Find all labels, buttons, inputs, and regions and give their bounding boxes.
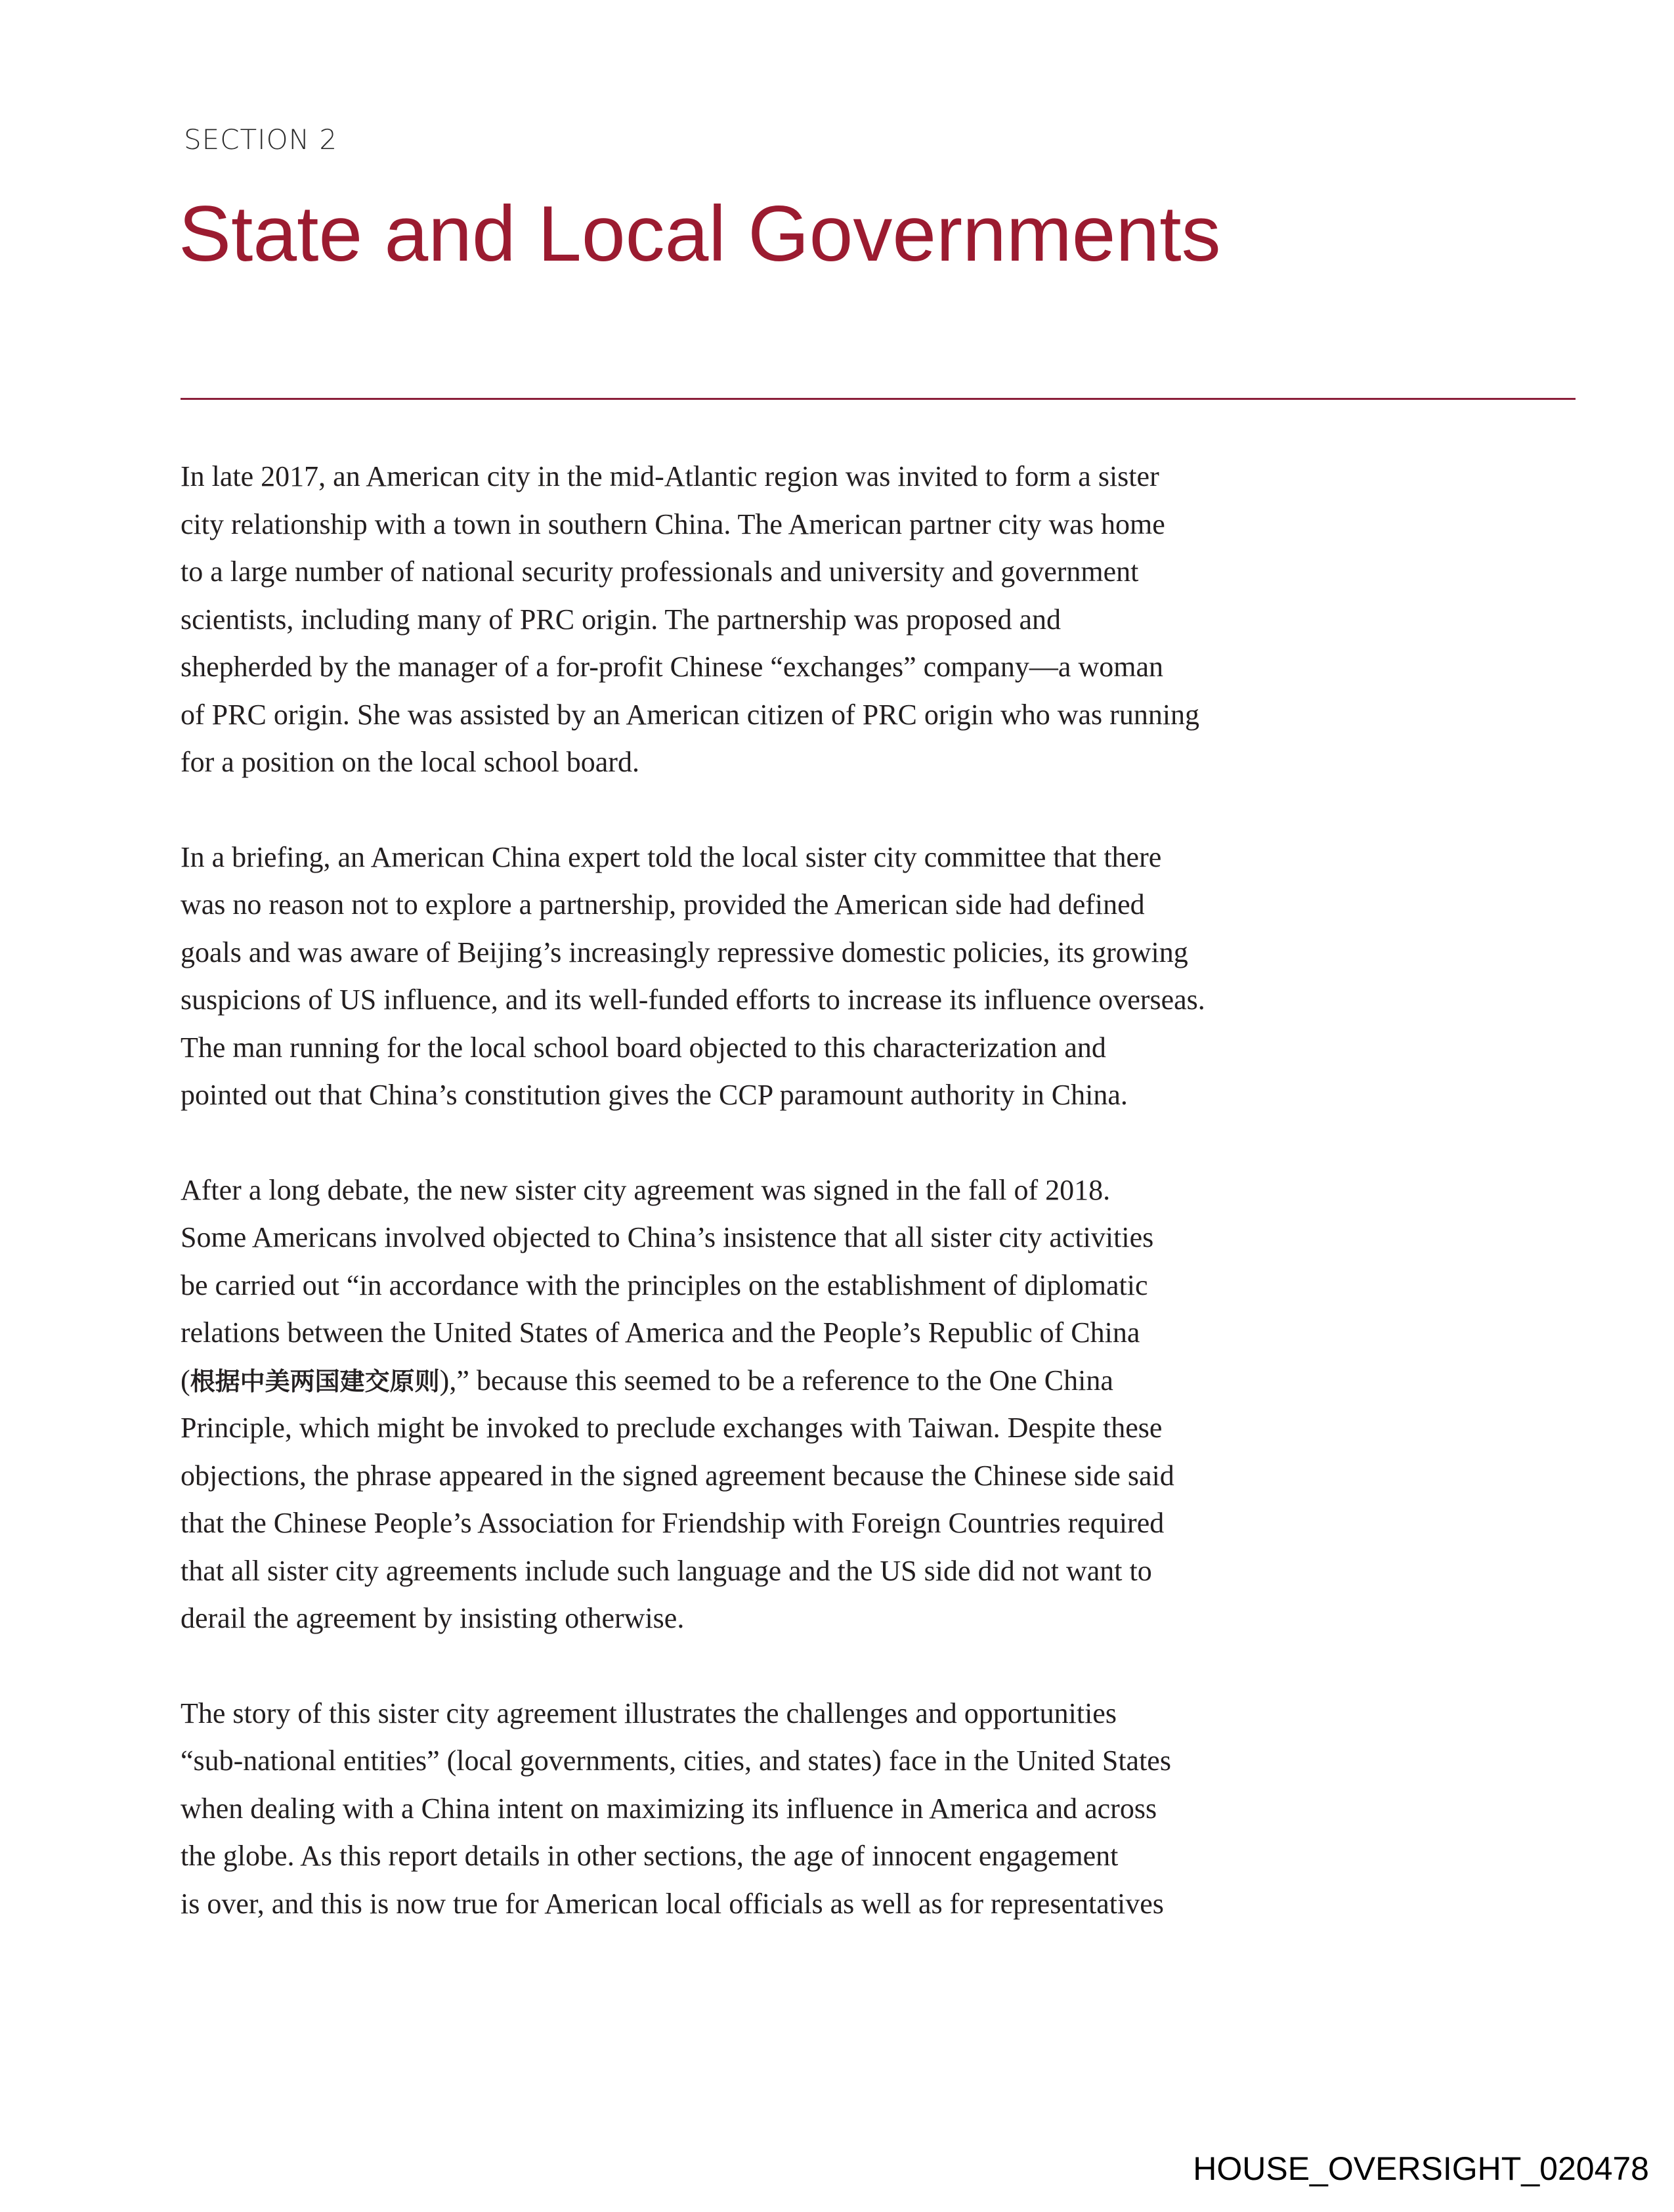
text-line: is over, and this is now true for American local officials as well as for representatives: [181, 1887, 1164, 1920]
text-line: scientists, including many of PRC origin. The partnership was proposed and: [181, 603, 1062, 636]
text-line: was no reason not to explore a partnership, provided the American side had defined: [181, 888, 1145, 921]
text-line: derail the agreement by insisting otherwise.: [181, 1602, 685, 1634]
text-line: Some Americans involved objected to China’s insistence that all sister city activities: [181, 1221, 1154, 1253]
text-line-with-chinese: [181, 1357, 1362, 1405]
text-line: pointed out that China’s constitution gives the CCP paramount authority in China.: [181, 1079, 1128, 1111]
paragraph-2: [181, 834, 1362, 1119]
text-line: for a position on the local school board.: [181, 746, 639, 778]
text-line: relations between the United States of America and the People’s Republic of China: [181, 1316, 1140, 1349]
paragraph-3: [181, 1167, 1362, 1643]
text-line: that all sister city agreements include such language and the US side did not want to: [181, 1554, 1152, 1587]
text-line: goals and was aware of Beijing’s increasingly repressive domestic policies, its growing: [181, 936, 1188, 968]
text-line: The story of this sister city agreement illustrates the challenges and opportunities: [181, 1697, 1117, 1729]
paren-open: (: [181, 1364, 190, 1397]
text-line: The man running for the local school board objected to this characterization and: [181, 1031, 1106, 1064]
bates-number: HOUSE_OVERSIGHT_020478: [1193, 2150, 1649, 2187]
body-text: [181, 453, 1362, 1975]
chinese-phrase: 根据中美两国建交原则: [190, 1366, 440, 1396]
text-line: the globe. As this report details in other sections, the age of innocent engagement: [181, 1840, 1119, 1872]
text-line: In late 2017, an American city in the mid-Atlantic region was invited to form a sister: [181, 460, 1159, 492]
text-line: objections, the phrase appeared in the signed agreement because the Chinese side said: [181, 1459, 1174, 1492]
section-label: SECTION 2: [184, 123, 338, 156]
text-line: Principle, which might be invoked to preclude exchanges with Taiwan. Despite these: [181, 1412, 1163, 1444]
text-line: shepherded by the manager of a for-profit Chinese “exchanges” company—a woman: [181, 651, 1163, 683]
text-line: be carried out “in accordance with the principles on the establishment of diplomatic: [181, 1269, 1148, 1301]
text-line: that the Chinese People’s Association for Friendship with Foreign Countries required: [181, 1507, 1165, 1539]
text-line: of PRC origin. She was assisted by an American citizen of PRC origin who was running: [181, 698, 1200, 731]
text-line: “sub-national entities” (local governments, cities, and states) face in the United States: [181, 1745, 1171, 1777]
text-line: suspicions of US influence, and its well-funded efforts to increase its influence overseas.: [181, 984, 1205, 1016]
text-line: when dealing with a China intent on maximizing its influence in America and across: [181, 1792, 1157, 1825]
text-line: city relationship with a town in southern China. The American partner city was home: [181, 508, 1165, 540]
page-title: State and Local Governments: [179, 190, 1221, 278]
text-line: After a long debate, the new sister city agreement was signed in the fall of 2018.: [181, 1173, 1111, 1206]
text-line: to a large number of national security professionals and university and government: [181, 555, 1139, 588]
title-divider: [181, 398, 1576, 400]
text-line: In a briefing, an American China expert told the local sister city committee that there: [181, 840, 1162, 873]
line-remainder: ),” because this seemed to be a reference to the One China: [439, 1364, 1113, 1397]
paragraph-1: [181, 453, 1362, 787]
paragraph-4: [181, 1690, 1362, 1928]
